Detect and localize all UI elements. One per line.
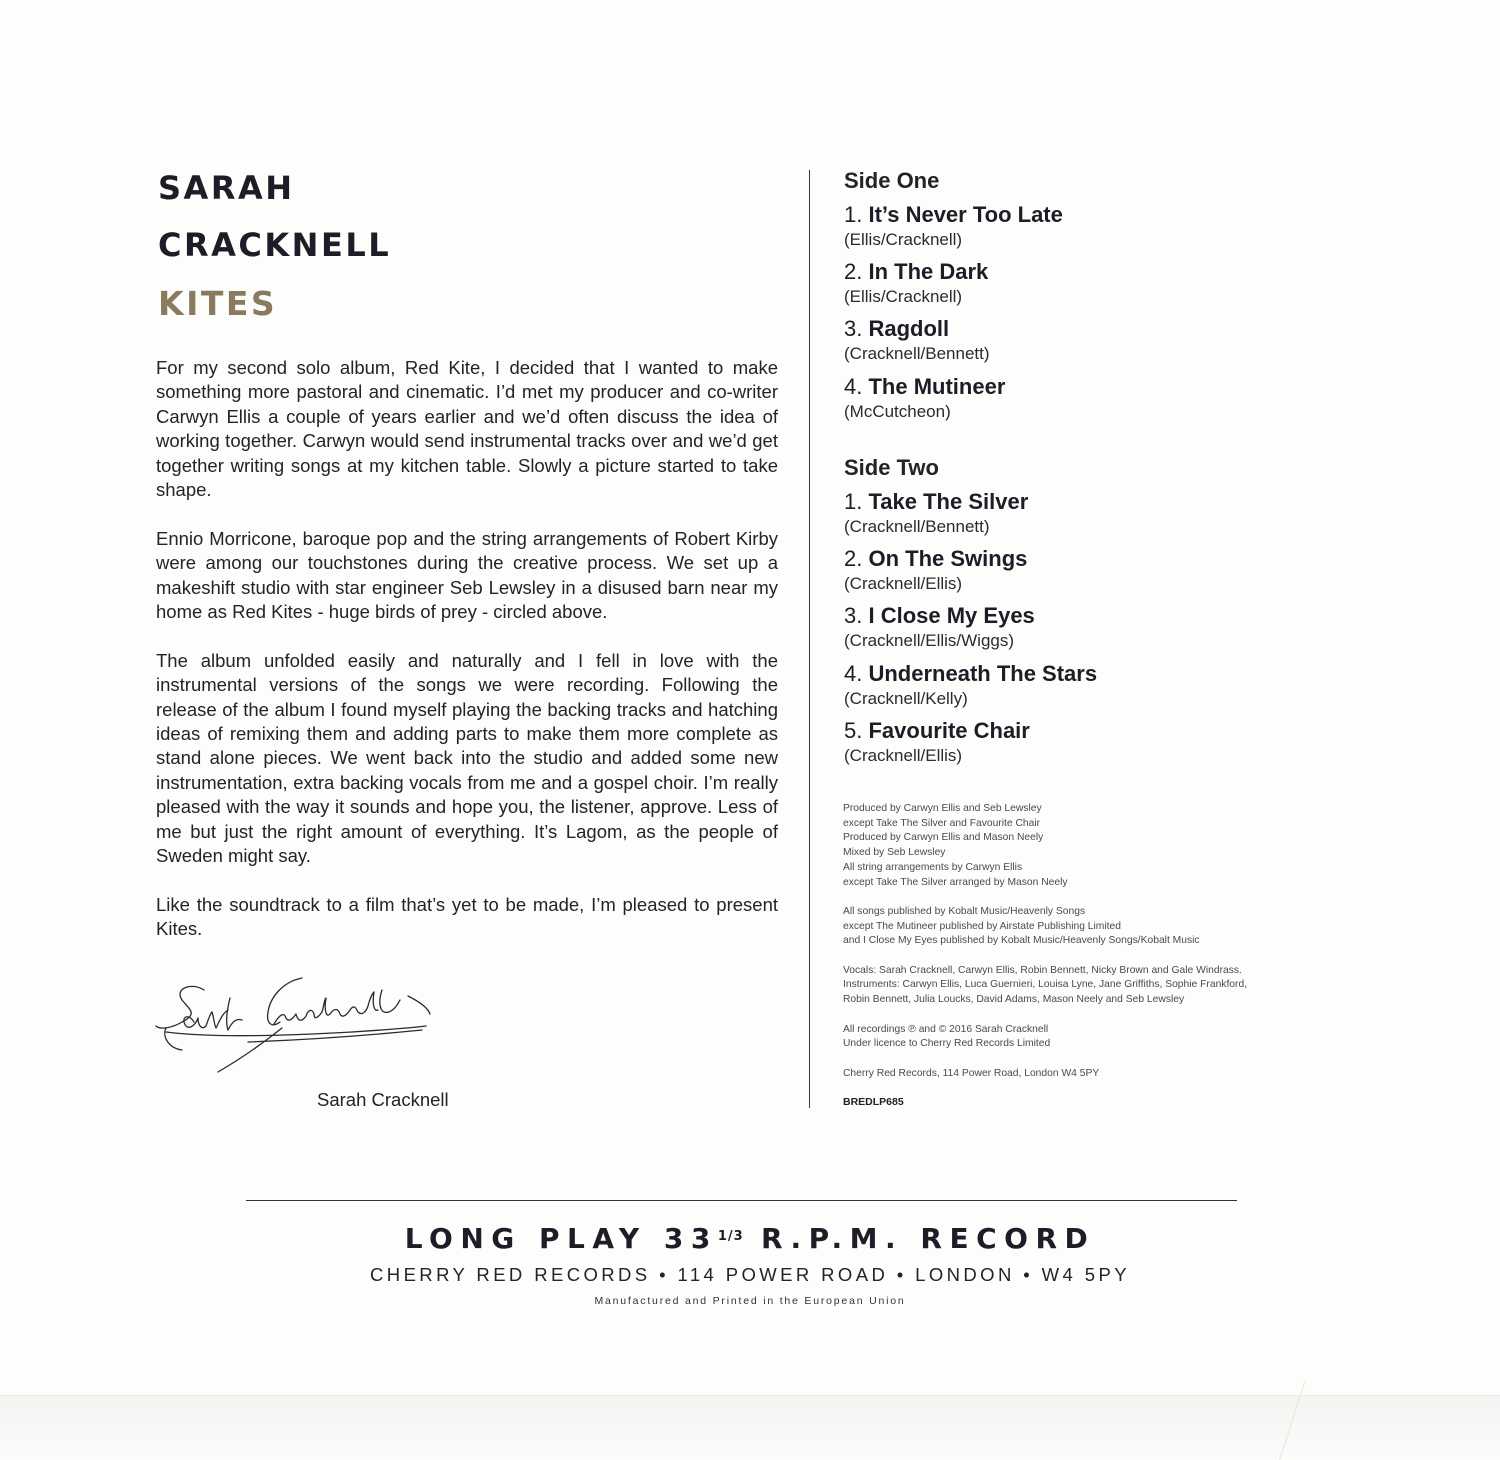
track-item xyxy=(844,314,1063,371)
sleeve-bottom-edge xyxy=(0,1395,1500,1457)
liner-paragraph: For my second solo album, Red Kite, I decided that I wanted to make something more pastoral and cinematic. I’d met my producer and co-writer Carwyn Ellis a couple of years earlier and we’d often discuss the idea of working together. Carwyn would send instrumental tracks over and we’d get together writing songs at my kitchen table. Slowly a picture started to take shape. xyxy=(156,357,778,501)
artist-name-line1: SARAH xyxy=(158,169,295,207)
footer-format-line xyxy=(0,1222,1500,1255)
track-title: It’s Never Too Late xyxy=(868,202,1063,227)
track-item xyxy=(844,257,1063,314)
artist-name xyxy=(158,160,391,274)
personnel-credit-text: Vocals: Sarah Cracknell, Carwyn Ellis, Robin Bennett, Nicky Brown and Gale Windrass. Instruments: Carwyn Ellis, Luca Guernieri, Louisa Lyne, Jane Griffiths, Sophie Frankford, Robin Bennett, Julia Loucks, David Adams, Mason Neely and Seb Lewsley xyxy=(843,964,1248,1006)
handwritten-signature xyxy=(152,968,437,1080)
side-one-tracklist xyxy=(844,200,1063,429)
production-credit-text: Produced by Carwyn Ellis and Seb Lewsley except Take The Silver and Favourite Chair Produced by Carwyn Ellis and Mason Neely Mixed by Seb Lewsley All string arrangements by Carwyn Ellis except Take The Silver arranged by Mason Neely xyxy=(843,803,1068,888)
track-title-line xyxy=(844,601,1097,629)
track-credit: (Cracknell/Bennett) xyxy=(844,344,990,364)
catalogue-number: BREDLP685 xyxy=(843,1096,904,1108)
artist-name-line2: CRACKNELL xyxy=(158,226,392,264)
track-title-line xyxy=(844,314,1063,342)
footer-address: CHERRY RED RECORDS • 114 POWER ROAD • LONDON • W4 5PY xyxy=(370,1264,1130,1285)
side-two-tracklist xyxy=(844,487,1097,773)
track-credit: (Cracknell/Kelly) xyxy=(844,688,968,708)
track-title-line xyxy=(844,487,1097,515)
track-title: The Mutineer xyxy=(868,373,1006,399)
track-title-line xyxy=(844,544,1097,572)
column-divider xyxy=(809,170,810,1108)
format-text: LONG PLAY 33 xyxy=(404,1222,718,1255)
track-number: 1. xyxy=(844,489,863,514)
track-credit: (Cracknell/Ellis) xyxy=(844,745,963,765)
track-number: 4. xyxy=(844,373,863,399)
track-title: Take The Silver xyxy=(868,489,1029,514)
copyright-text: All recordings ℗ and © 2016 Sarah Cracknell Under licence to Cherry Red Records Limited xyxy=(843,1023,1051,1050)
track-title-line xyxy=(844,372,1063,400)
side-two-heading: Side Two xyxy=(844,455,939,480)
production-credits xyxy=(843,802,1247,1096)
track-number: 1. xyxy=(844,202,863,227)
liner-notes xyxy=(156,356,778,966)
track-title: Ragdoll xyxy=(868,316,950,342)
track-item xyxy=(844,659,1097,716)
side-one-heading: Side One xyxy=(844,168,940,193)
liner-paragraph: The album unfolded easily and naturally and I fell in love with the instrumental versions of the songs we were recording. Following the release of the album I found myself playing the backing tracks and hatching ideas of remixing them and adding parts to make them more complete as stand alone pieces. We went back into the studio and added some new instrumentation, extra backing vocals from me and a gospel choir. I’m really pleased with the way it sounds and hope you, the listener, approve. Less of me but just the right amount of everything. It’s Lagom, as the people of Sweden might say. xyxy=(156,649,778,867)
track-number: 4. xyxy=(844,660,863,686)
track-number: 2. xyxy=(844,546,863,572)
track-credit: (Ellis/Cracknell) xyxy=(844,287,963,307)
liner-paragraph: Like the soundtrack to a film that’s yet to be made, I’m pleased to present Kites. xyxy=(156,893,778,940)
track-credit: (Cracknell/Ellis) xyxy=(844,574,963,594)
format-text-end: R.P.M. RECORD xyxy=(743,1222,1096,1255)
track-item xyxy=(844,601,1097,658)
track-number: 5. xyxy=(844,717,863,743)
track-item xyxy=(844,200,1063,257)
track-number: 3. xyxy=(844,603,863,629)
track-title-line xyxy=(844,257,1063,285)
track-credit: (McCutcheon) xyxy=(844,401,951,421)
album-title: KITES xyxy=(158,284,278,323)
signature-caption: Sarah Cracknell xyxy=(317,1089,449,1110)
track-item xyxy=(844,544,1097,601)
track-title: In The Dark xyxy=(868,259,989,285)
track-title: Underneath The Stars xyxy=(868,660,1098,686)
rpm-fraction: 1/3 xyxy=(717,1229,744,1244)
footer-rule xyxy=(246,1200,1237,1201)
track-item xyxy=(844,716,1097,773)
track-number: 2. xyxy=(844,259,863,285)
track-title: On The Swings xyxy=(868,546,1028,572)
sleeve-fold-mark xyxy=(1279,1380,1500,1460)
track-title: Favourite Chair xyxy=(868,717,1030,743)
track-title-line xyxy=(844,716,1097,744)
liner-paragraph: Ennio Morricone, baroque pop and the string arrangements of Robert Kirby were among our touchstones during the creative process. We set up a makeshift studio with star engineer Seb Lewsley in a disused barn near my home as Red Kites - huge birds of prey - circled above. xyxy=(156,527,778,623)
track-title: I Close My Eyes xyxy=(868,603,1035,629)
publishing-credit-text: All songs published by Kobalt Music/Heavenly Songs except The Mutineer published by Airstate Publishing Limited and I Close My Eyes published by Kobalt Music/Heavenly Songs/Kobalt Music xyxy=(843,905,1200,947)
track-title-line xyxy=(844,200,1063,228)
track-item xyxy=(844,487,1097,544)
label-address-text: Cherry Red Records, 114 Power Road, London W4 5PY xyxy=(843,1067,1100,1079)
track-item xyxy=(844,372,1063,429)
track-credit: (Cracknell/Bennett) xyxy=(844,517,990,536)
track-number: 3. xyxy=(844,316,863,342)
track-credit: (Cracknell/Ellis/Wiggs) xyxy=(844,631,1015,651)
track-credit: (Ellis/Cracknell) xyxy=(844,230,963,249)
track-title-line xyxy=(844,659,1097,687)
footer-manufactured: Manufactured and Printed in the European Union xyxy=(594,1295,906,1307)
